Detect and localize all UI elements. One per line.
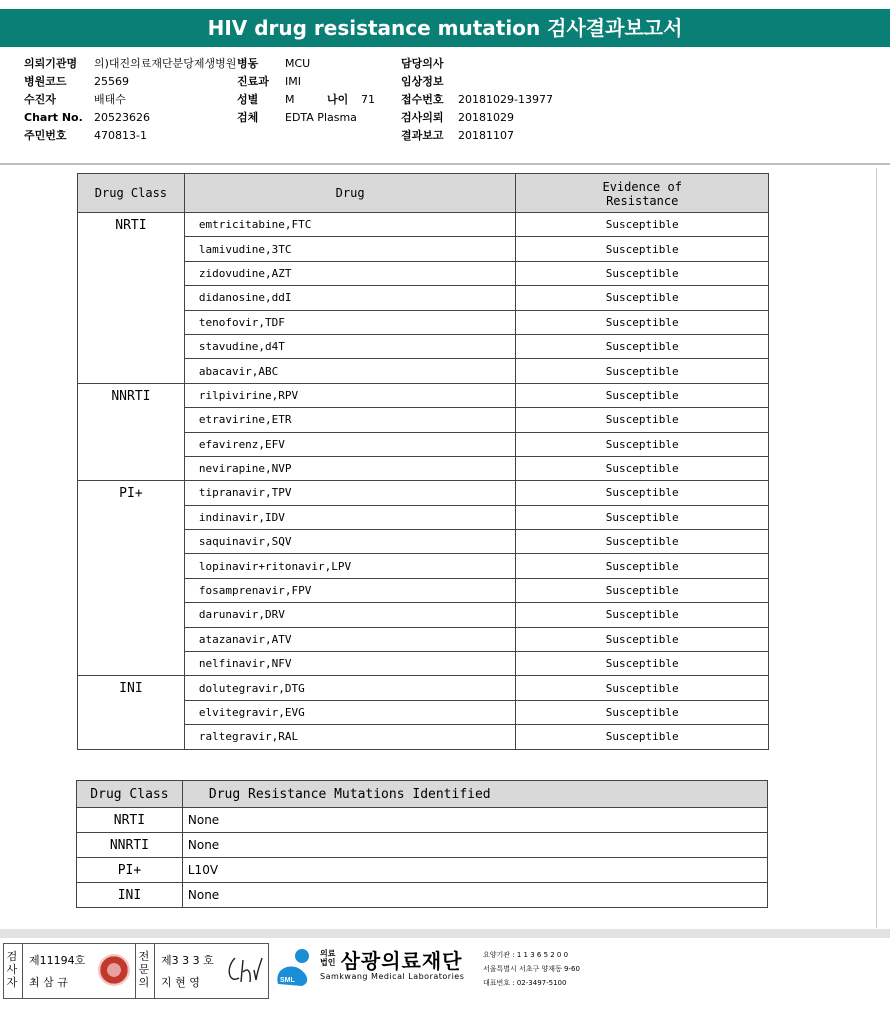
- drug-name-cell: darunavir,DRV: [184, 603, 516, 627]
- mutations-cell: None: [182, 808, 767, 833]
- drug-name-cell: saquinavir,SQV: [184, 530, 516, 554]
- header-row: 의뢰기관명 의)대진의료재단분당제생병원: [24, 57, 237, 70]
- resistance-result-cell: Susceptible: [516, 286, 769, 310]
- drug-name-cell: elvitegravir,EVG: [184, 700, 516, 724]
- resistance-result-cell: Susceptible: [516, 652, 769, 676]
- drug-class-cell: PI+: [77, 858, 183, 883]
- header-row: 접수번호 20181029-13977: [401, 93, 553, 106]
- resistance-result-cell: Susceptible: [516, 432, 769, 456]
- drug-name-cell: fosamprenavir,FPV: [184, 578, 516, 602]
- resistance-result-cell: Susceptible: [516, 456, 769, 480]
- divider: [135, 944, 136, 998]
- header-row: 임상정보: [401, 75, 444, 88]
- header-row: 담당의사: [401, 57, 444, 70]
- signature-box: [3, 943, 269, 999]
- header-row: 진료과 IMI: [237, 75, 301, 88]
- tester-label: 검 사 자: [6, 950, 18, 989]
- drug-class-cell: NNRTI: [77, 833, 183, 858]
- col-header-drug-class: Drug Class: [77, 781, 183, 808]
- table-row: [78, 481, 769, 505]
- drug-name-cell: lopinavir+ritonavir,LPV: [184, 554, 516, 578]
- seal-stamp-icon: [98, 954, 130, 986]
- header-row: 성별 M 나이 71: [237, 93, 375, 106]
- resistance-result-cell: Susceptible: [516, 481, 769, 505]
- table-header-row: [77, 781, 768, 808]
- drug-class-cell: INI: [78, 676, 185, 749]
- drug-name-cell: stavudine,d4T: [184, 334, 516, 358]
- drug-name-cell: raltegravir,RAL: [184, 725, 516, 749]
- resistance-result-cell: Susceptible: [516, 310, 769, 334]
- signature-icon: [223, 952, 263, 990]
- resistance-result-cell: Susceptible: [516, 627, 769, 651]
- resistance-result-cell: Susceptible: [516, 725, 769, 749]
- table-row: [77, 858, 768, 883]
- resistance-result-cell: Susceptible: [516, 700, 769, 724]
- table-row: [77, 833, 768, 858]
- org-english-name: Samkwang Medical Laboratories: [320, 972, 465, 981]
- footer-divider: [0, 929, 890, 938]
- drug-class-cell: NRTI: [78, 213, 185, 384]
- col-header-drug-class: Drug Class: [78, 174, 185, 213]
- resistance-result-cell: Susceptible: [516, 676, 769, 700]
- resistance-result-cell: Susceptible: [516, 334, 769, 358]
- drug-name-cell: abacavir,ABC: [184, 359, 516, 383]
- organization-contact: 요양기관 : 1 1 3 6 5 2 0 0 서울특별시 서초구 양재동 9-60 대표번호 : 02-3497-5100: [483, 951, 580, 987]
- drug-name-cell: nelfinavir,NFV: [184, 652, 516, 676]
- resistance-result-cell: Susceptible: [516, 554, 769, 578]
- header-col2: [237, 57, 375, 125]
- header-col1: [24, 57, 236, 143]
- resistance-result-cell: Susceptible: [516, 359, 769, 383]
- drug-name-cell: dolutegravir,DTG: [184, 676, 516, 700]
- report-title: HIV drug resistance mutation 검사결과보고서: [0, 9, 890, 47]
- table-row: [78, 213, 769, 237]
- table-row: [78, 676, 769, 700]
- resistance-result-cell: Susceptible: [516, 261, 769, 285]
- drug-class-cell: NNRTI: [78, 383, 185, 481]
- sml-logo-icon: [272, 946, 316, 990]
- mutations-table: [76, 780, 768, 908]
- header-row: 수진자 배태수: [24, 93, 126, 106]
- tester-name: 최 삼 규: [29, 976, 68, 989]
- drug-resistance-table: [77, 173, 769, 750]
- drug-name-cell: etravirine,ETR: [184, 408, 516, 432]
- drug-name-cell: emtricitabine,FTC: [184, 213, 516, 237]
- specialist-name: 지 현 영: [161, 976, 200, 989]
- drug-name-cell: nevirapine,NVP: [184, 456, 516, 480]
- drug-name-cell: rilpivirine,RPV: [184, 383, 516, 407]
- mutations-cell: L10V: [182, 858, 767, 883]
- drug-table-body: [78, 213, 769, 750]
- resistance-result-cell: Susceptible: [516, 237, 769, 261]
- sml-logo-text: SML: [280, 977, 295, 984]
- header-divider: [0, 163, 890, 165]
- table-row: [78, 383, 769, 407]
- drug-class-cell: PI+: [78, 481, 185, 676]
- drug-name-cell: tipranavir,TPV: [184, 481, 516, 505]
- mutations-table-body: [77, 808, 768, 908]
- mutations-cell: None: [182, 833, 767, 858]
- drug-class-cell: INI: [77, 883, 183, 908]
- resistance-result-cell: Susceptible: [516, 213, 769, 237]
- header-row: 병동 MCU: [237, 57, 311, 70]
- drug-name-cell: didanosine,ddI: [184, 286, 516, 310]
- resistance-result-cell: Susceptible: [516, 578, 769, 602]
- header-col3: [401, 57, 553, 143]
- table-header-row: [78, 174, 769, 213]
- drug-name-cell: tenofovir,TDF: [184, 310, 516, 334]
- col-header-mutations: Drug Resistance Mutations Identified: [182, 781, 767, 808]
- resistance-result-cell: Susceptible: [516, 408, 769, 432]
- col-header-drug: Drug: [184, 174, 516, 213]
- resistance-result-cell: Susceptible: [516, 530, 769, 554]
- specialist-license: 제3 3 3 호: [161, 954, 214, 967]
- resistance-result-cell: Susceptible: [516, 603, 769, 627]
- page-edge-line: [876, 168, 877, 928]
- drug-name-cell: zidovudine,AZT: [184, 261, 516, 285]
- org-prefix: 의료 법인: [320, 949, 336, 967]
- header-row: 결과보고 20181107: [401, 129, 514, 142]
- organization-name: 의료 법인 삼광의료재단 Samkwang Medical Laboratories: [320, 949, 465, 981]
- col-header-evidence: Evidence of Resistance: [516, 174, 769, 213]
- drug-name-cell: lamivudine,3TC: [184, 237, 516, 261]
- specialist-label: 전 문 의: [138, 950, 150, 989]
- header-row: 검체 EDTA Plasma: [237, 111, 357, 124]
- resistance-result-cell: Susceptible: [516, 505, 769, 529]
- header-row: 검사의뢰 20181029: [401, 111, 514, 124]
- mutations-cell: None: [182, 883, 767, 908]
- resistance-result-cell: Susceptible: [516, 383, 769, 407]
- divider: [154, 944, 155, 998]
- header-row: 병원코드 25569: [24, 75, 129, 88]
- drug-name-cell: efavirenz,EFV: [184, 432, 516, 456]
- table-row: [77, 883, 768, 908]
- drug-name-cell: atazanavir,ATV: [184, 627, 516, 651]
- table-row: [77, 808, 768, 833]
- header-row: Chart No. 20523626: [24, 111, 150, 124]
- divider: [22, 944, 23, 998]
- tester-license: 제11194호: [29, 954, 86, 967]
- drug-class-cell: NRTI: [77, 808, 183, 833]
- drug-name-cell: indinavir,IDV: [184, 505, 516, 529]
- header-row: 주민번호 470813-1: [24, 129, 147, 142]
